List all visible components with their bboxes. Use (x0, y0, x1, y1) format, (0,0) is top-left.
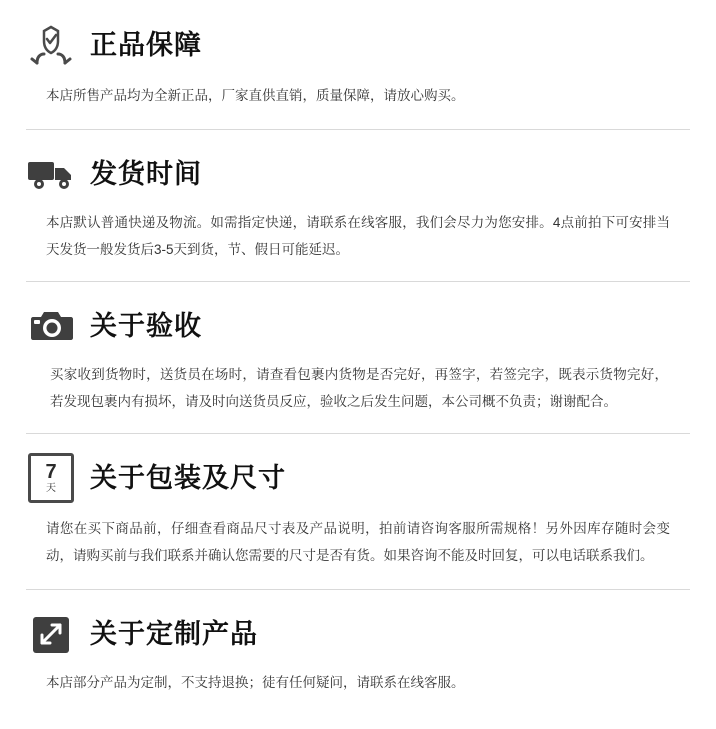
section-title: 关于包装及尺寸 (90, 462, 286, 493)
section-body: 本店部分产品为定制，不支持退换；徒有任何疑问，请联系在线客服。 (46, 675, 465, 690)
section-header (26, 281, 690, 349)
section-header (26, 433, 690, 501)
section-title: 正品保障 (90, 29, 202, 60)
section-divider (26, 589, 690, 590)
section-body: 请您在买下商品前，仔细查看商品尺寸表及产品说明，拍前请咨询客服所需规格！另外因库存随时会变动，请购买前与我们联系并确认您需要的尺寸是否有货。如果咨询不能及时回复，可以电话联系我们。 (46, 521, 670, 563)
section-quality-guarantee (0, 0, 716, 129)
section-acceptance (0, 281, 716, 433)
section-title: 发货时间 (90, 158, 202, 189)
section-packaging-size (0, 433, 716, 589)
section-body: 本店所售产品均为全新正品，厂家直供直销，质量保障，请放心购买。 (46, 88, 465, 103)
section-header (26, 0, 690, 68)
badge-number: 7 (45, 461, 57, 483)
section-header (26, 589, 690, 657)
quality-guarantee-icon (26, 22, 76, 68)
section-title: 关于验收 (90, 310, 202, 341)
seven-day-badge-icon (26, 455, 76, 501)
section-divider (26, 129, 690, 130)
section-custom-products (0, 589, 716, 716)
delivery-truck-icon (26, 151, 76, 197)
badge-unit: 天 (46, 483, 56, 494)
section-header (26, 129, 690, 197)
section-divider (26, 433, 690, 434)
section-body: 本店默认普通快递及物流。如需指定快递，请联系在线客服，我们会尽力为您安排。4点前拍下可安排当天发货一般发货后3-5天到货，节、假日可能延迟。 (46, 215, 670, 257)
section-delivery-time (0, 129, 716, 281)
camera-icon (26, 303, 76, 349)
section-title: 关于定制产品 (90, 618, 258, 649)
custom-product-arrow-icon (26, 611, 76, 657)
section-body: 买家收到货物时，送货员在场时，请查看包裹内货物是否完好，再签字，若签完字，既表示货物完好，若发现包裹内有损坏，请及时向送货员反应，验收之后发生问题，本公司概不负责；谢谢配合。 (50, 367, 668, 409)
section-divider (26, 281, 690, 282)
